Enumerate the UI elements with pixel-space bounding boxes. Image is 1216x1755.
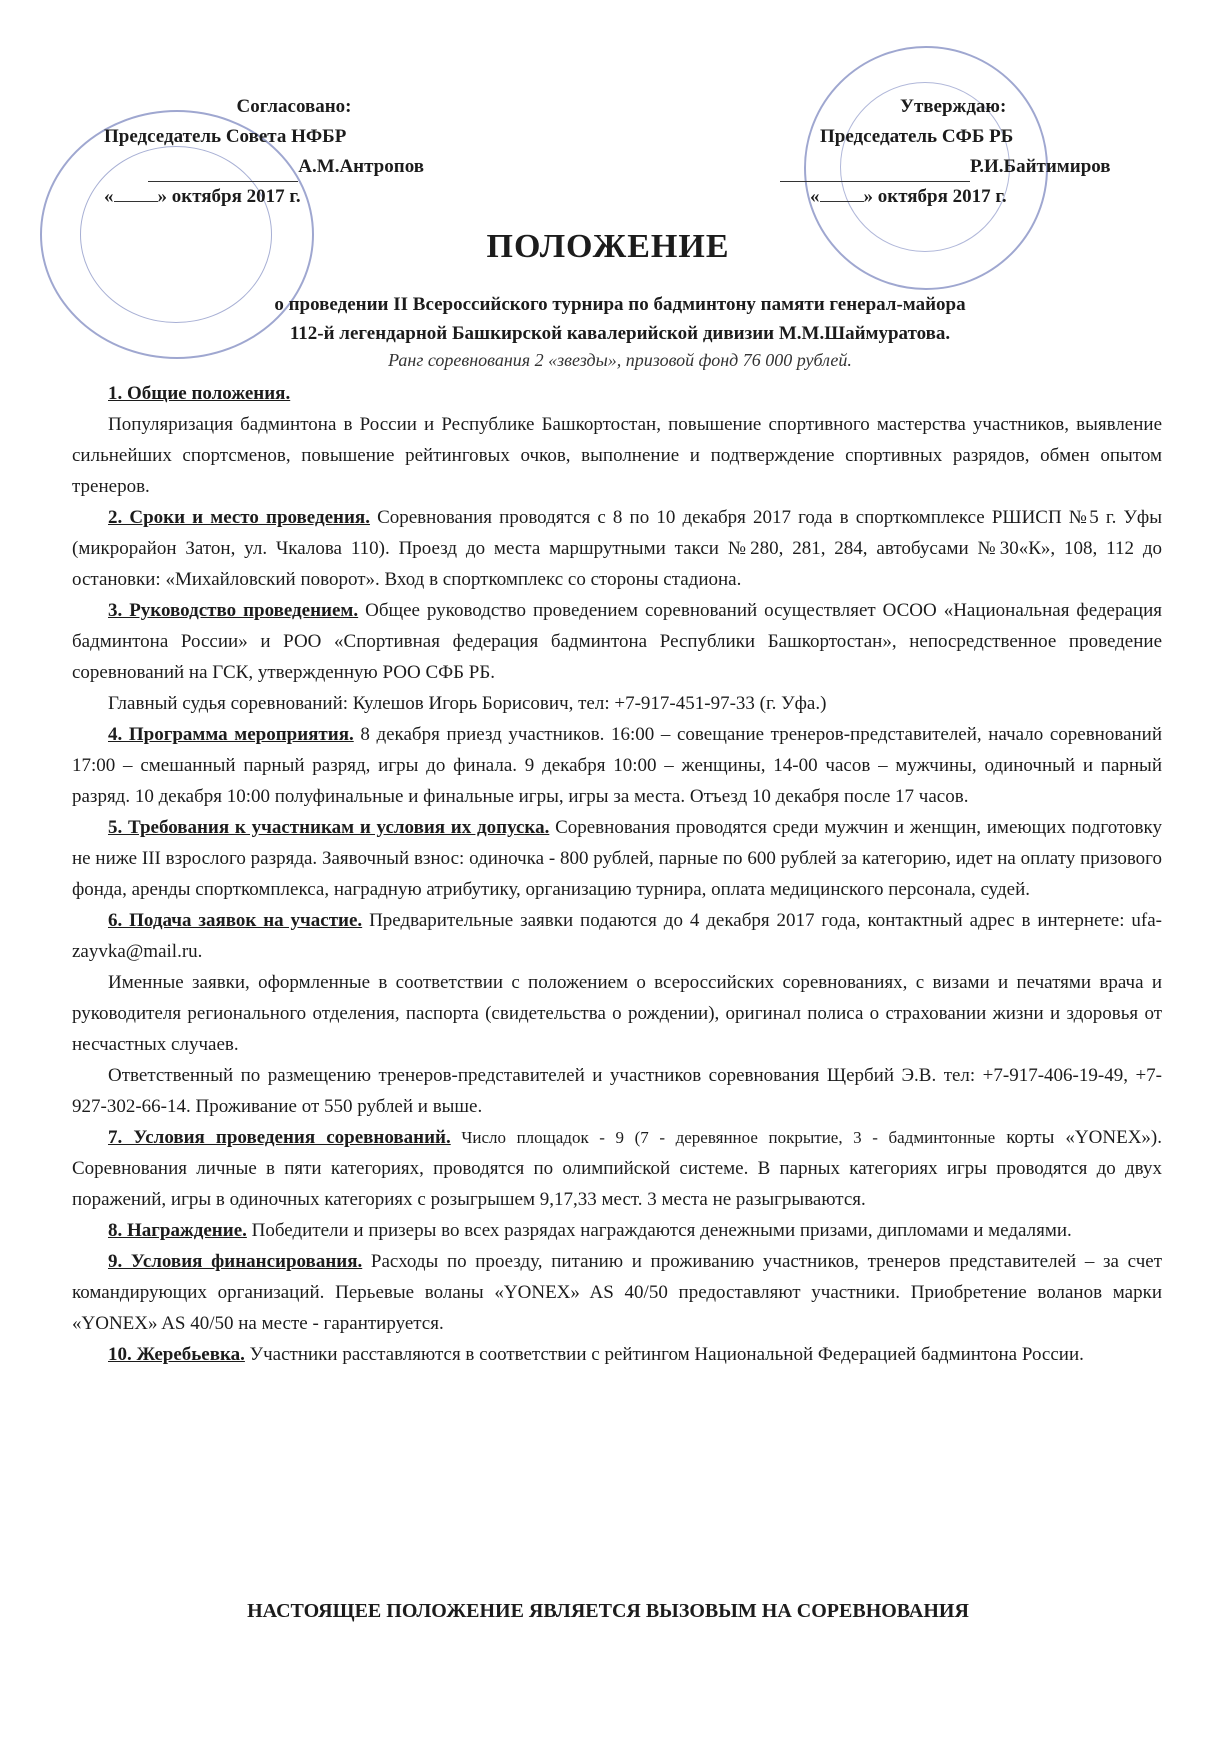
section-title: 4. Программа мероприятия. — [108, 724, 354, 745]
section-title: 7. Условия проведения соревнований. — [108, 1127, 451, 1148]
section-6-text-2: Именные заявки, оформленные в соответствии с положением о всероссийских соревнованиях, с визами и печатями врача и руководителя регионального отделения, паспорта (свидетельства о рождении), оригинал полиса о страховании жизни и здоровья от несчастных случаев. — [72, 972, 1162, 1055]
section-6: 6. Подача заявок на участие. Предварительные заявки подаются до 4 декабря 2017 года, контактный адрес в интернете: ufa-zayvka@mail.ru. — [72, 910, 1162, 962]
approval-right-name: Р.И.Байтимиров — [970, 156, 1111, 177]
approval-left-position: Председатель Совета НФБР — [104, 126, 347, 147]
approval-left-name: А.М.Антропов — [298, 156, 424, 177]
competition-rank: Ранг соревнования 2 «звезды», призовой фонд 76 000 рублей. — [388, 350, 852, 370]
section-4: 4. Программа мероприятия. 8 декабря приезд участников. 16:00 – совещание тренеров-представителей, начало соревнований 17:00 – смешанный парный разряд, игры до финала. 9 декабря 10:00 – женщины, 14-00 часов – мужчины, одиночный и парный разряд. 10 декабря 10:00 полуфинальные и финальные игры, игры за места. Отъезд 10 декабря после 17 часов. — [72, 724, 1162, 807]
approval-right-position: Председатель СФБ РБ — [820, 126, 1014, 147]
section-6-text-3: Ответственный по размещению тренеров-представителей и участников соревнования Щербий Э.В. тел: +7-917-406-19-49, +7-927-302-66-14. Проживание от 550 рублей и выше. — [72, 1065, 1162, 1117]
chief-judge: Главный судья соревнований: Кулешов Игорь Борисович, тел: +7-917-451-97-33 (г. Уфа.) — [108, 693, 827, 714]
section-title: 10. Жеребьевка. — [108, 1344, 245, 1365]
section-8: 8. Награждение. Победители и призеры во всех разрядах награждаются денежными призами, дипломами и медалями. — [108, 1220, 1072, 1241]
section-9: 9. Условия финансирования. Расходы по проезду, питанию и проживанию участников, тренеров представителей – за счет командирующих организаций. Перьевые воланы «YONEX» AS 40/50 предоставляют участники. Приобретение воланов марки «YONEX» AS 40/50 на месте - гарантируется. — [72, 1251, 1162, 1334]
final-note: НАСТОЯЩЕЕ ПОЛОЖЕНИЕ ЯВЛЯЕТСЯ ВЫЗОВЫМ НА СОРЕВНОВАНИЯ — [247, 1600, 969, 1622]
approval-right-date: » октября 2017 г. — [863, 186, 1007, 207]
approval-right-heading: Утверждаю: — [900, 96, 1007, 117]
approval-left-heading: Согласовано: — [236, 96, 352, 117]
section-title: 2. Сроки и место проведения. — [108, 507, 370, 528]
section-2: 2. Сроки и место проведения. Соревнования проводятся с 8 по 10 декабря 2017 года в спорткомплексе РШИСП №5 г. Уфы (микрорайон Затон, ул. Чкалова 110). Проезд до места маршрутными такси №280, 281, 284, автобусами №30«К», 108, 112 до остановки: «Михайловский поворот». Вход в спорткомплекс со стороны стадиона. — [72, 507, 1162, 590]
section-3: 3. Руководство проведением. Общее руководство проведением соревнований осуществляет ОСОО «Национальная федерация бадминтона России» и РОО «Спортивная федерация бадминтона Республики Башкортостан», непосредственное проведение соревнований на ГСК, утвержденную РОО СФБ РБ. — [72, 600, 1162, 683]
section-1 — [72, 378, 1162, 409]
approval-right: Утверждаю: Председатель СФБ РБ Р.И.Байтимиров « » октября 2017 г. — [780, 92, 1160, 212]
section-7: 7. Условия проведения соревнований. Число площадок - 9 (7 - деревянное покрытие, 3 - бадминтонные корты «YONEX»). Соревнования личные в пяти категориях, проводятся по олимпийской системе. В парных категориях игры проводятся до двух поражений, игры в одиночных категориях с розыгрышем 9,17,33 мест. 3 места не разыгрываются. — [72, 1127, 1162, 1210]
section-title: 3. Руководство проведением. — [108, 600, 359, 621]
approval-left: Согласовано: Председатель Совета НФБР А.М.Антропов « » октября 2017 г. — [104, 92, 424, 212]
section-title: 9. Условия финансирования. — [108, 1251, 363, 1272]
document-subtitle: о проведении II Всероссийского турнира по бадминтону памяти генерал-майора 112-й легендарной Башкирской кавалерийской дивизии М.М.Шаймуратова. — [274, 294, 966, 344]
document-body — [72, 378, 1162, 1370]
section-title: 8. Награждение. — [108, 1220, 247, 1241]
section-5: 5. Требования к участникам и условия их допуска. Соревнования проводятся среди мужчин и женщин, имеющих подготовку не ниже III взрослого разряда. Заявочный взнос: одиночка - 800 рублей, парные по 600 рублей за категорию, идет на оплату призового фонда, аренды спорткомплекса, наградную атрибутику, организацию турнира, оплата медицинского персонала, судей. — [72, 817, 1162, 900]
section-10: 10. Жеребьевка. Участники расставляются в соответствии с рейтингом Национальной Федерацией бадминтона России. — [108, 1344, 1084, 1365]
approval-left-date: » октября 2017 г. — [157, 186, 301, 207]
section-title: 1. Общие положения. — [108, 383, 291, 404]
section-title: 5. Требования к участникам и условия их допуска. — [108, 817, 550, 838]
document-title: ПОЛОЖЕНИЕ — [486, 228, 730, 265]
section-title: 6. Подача заявок на участие. — [108, 910, 363, 931]
section-1-text: Популяризация бадминтона в России и Республике Башкортостан, повышение спортивного мастерства участников, выявление сильнейших спортсменов, повышение рейтинговых очков, выполнение и подтверждение спортивных разрядов, обмен опытом тренеров. — [72, 414, 1162, 497]
